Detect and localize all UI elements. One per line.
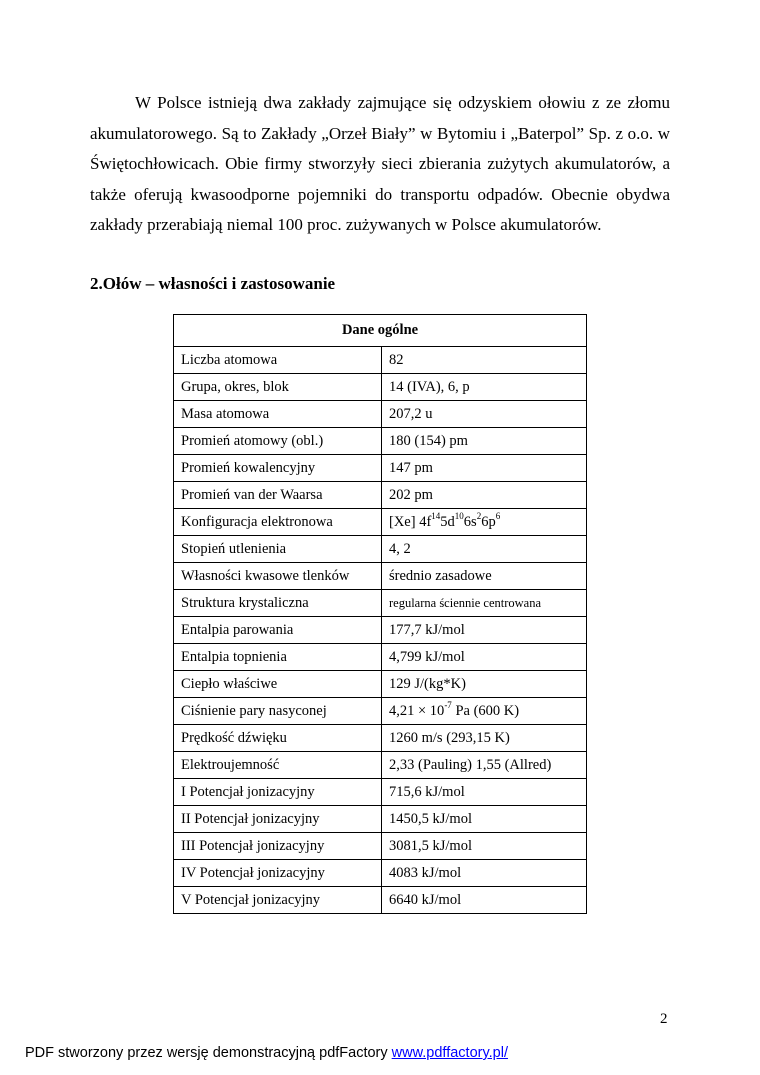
- value-text: 4,21 × 10: [389, 702, 445, 719]
- property-value: [382, 860, 587, 887]
- value-text: [Xe] 4f: [389, 513, 432, 530]
- property-value: [382, 887, 587, 914]
- table-row: [174, 401, 587, 428]
- value-text: 4083 kJ/mol: [389, 864, 462, 881]
- property-value: [382, 509, 587, 536]
- table-row: [174, 590, 587, 617]
- value-text: 180 (154) pm: [389, 432, 468, 449]
- table-row: [174, 482, 587, 509]
- property-name: Ciepło właściwe: [174, 671, 382, 698]
- property-value: [382, 590, 587, 617]
- property-name: Entalpia topnienia: [174, 644, 382, 671]
- table-row: [174, 671, 587, 698]
- table-row: [174, 428, 587, 455]
- property-value: [382, 347, 587, 374]
- property-name: Elektroujemność: [174, 752, 382, 779]
- property-value: [382, 779, 587, 806]
- property-name: IV Potencjał jonizacyjny: [174, 860, 382, 887]
- value-text: regularna ściennie centrowana: [389, 595, 542, 610]
- value-text: 715,6 kJ/mol: [389, 783, 465, 800]
- value-text: 2,33 (Pauling) 1,55 (Allred): [389, 756, 552, 773]
- footer-text: PDF stworzony przez wersję demonstracyjną pdfFactory: [25, 1045, 392, 1061]
- table-body: [174, 347, 587, 914]
- property-name: Stopień utlenienia: [174, 536, 382, 563]
- property-name: V Potencjał jonizacyjny: [174, 887, 382, 914]
- property-name: III Potencjał jonizacyjny: [174, 833, 382, 860]
- property-value: [382, 644, 587, 671]
- property-value: [382, 374, 587, 401]
- property-value: [382, 752, 587, 779]
- table-row: [174, 725, 587, 752]
- value-text: 6s: [463, 513, 477, 530]
- footer-link[interactable]: www.pdffactory.pl/: [391, 1045, 508, 1061]
- value-text: Pa (600 K): [451, 702, 520, 719]
- paragraph-text: W Polsce istnieją dwa zakłady zajmujące się odzyskiem ołowiu z ze złomu akumulatorowego. Są to Zakłady „Orzeł Biały” w Bytomiu i „Baterpol” Sp. z o.o. w Świętochłowicach. Obie firmy stworzyły sieci zbierania zużytych akumulatorów, a także oferują kwasoodporne pojemniki do transportu odpadów. Obecnie obydwa zakłady przerabiają niemal 100 proc. zużywanych w Polsce akumulatorów.: [90, 93, 670, 235]
- property-value: [382, 428, 587, 455]
- property-value: [382, 698, 587, 725]
- table-row: [174, 617, 587, 644]
- table-row: [174, 752, 587, 779]
- property-name: Własności kwasowe tlenków: [174, 563, 382, 590]
- value-text: 207,2 u: [389, 405, 433, 422]
- table-title: Dane ogólne: [174, 315, 587, 347]
- property-name: Grupa, okres, blok: [174, 374, 382, 401]
- superscript: 2: [476, 510, 482, 521]
- property-name: II Potencjał jonizacyjny: [174, 806, 382, 833]
- body-paragraph: [90, 88, 670, 241]
- superscript: 10: [454, 510, 464, 521]
- table-row: [174, 374, 587, 401]
- value-text: 6640 kJ/mol: [389, 891, 462, 908]
- value-text: 4, 2: [389, 540, 411, 557]
- property-name: I Potencjał jonizacyjny: [174, 779, 382, 806]
- property-name: Ciśnienie pary nasyconej: [174, 698, 382, 725]
- footer: [25, 1045, 508, 1061]
- property-value: [382, 833, 587, 860]
- page-number: 2: [660, 1011, 668, 1027]
- property-value: [382, 563, 587, 590]
- value-text: średnio zasadowe: [389, 567, 492, 584]
- property-name: Masa atomowa: [174, 401, 382, 428]
- properties-table: [173, 314, 587, 914]
- section-heading: 2.Ołów – własności i zastosowanie: [90, 274, 336, 293]
- property-value: [382, 401, 587, 428]
- property-name: Promień van der Waarsa: [174, 482, 382, 509]
- property-name: Promień kowalencyjny: [174, 455, 382, 482]
- superscript: 6: [495, 510, 501, 521]
- value-text: 5d: [440, 513, 455, 530]
- value-text: 1450,5 kJ/mol: [389, 810, 472, 827]
- property-value: [382, 671, 587, 698]
- property-name: Prędkość dźwięku: [174, 725, 382, 752]
- superscript: -7: [444, 699, 452, 710]
- value-text: 202 pm: [389, 486, 433, 503]
- table-row: [174, 806, 587, 833]
- property-value: [382, 806, 587, 833]
- table-row: [174, 887, 587, 914]
- property-value: [382, 536, 587, 563]
- table-row: [174, 347, 587, 374]
- value-text: 82: [389, 351, 404, 368]
- value-text: 14 (IVA), 6, p: [389, 378, 470, 395]
- property-name: Liczba atomowa: [174, 347, 382, 374]
- value-text: 177,7 kJ/mol: [389, 621, 465, 638]
- property-name: Promień atomowy (obl.): [174, 428, 382, 455]
- table-row: [174, 536, 587, 563]
- table-row: [174, 833, 587, 860]
- table-row: [174, 698, 587, 725]
- value-text: 3081,5 kJ/mol: [389, 837, 472, 854]
- value-text: 147 pm: [389, 459, 433, 476]
- value-text: 4,799 kJ/mol: [389, 648, 465, 665]
- table-row: [174, 779, 587, 806]
- superscript: 14: [431, 510, 441, 521]
- value-text: 1260 m/s (293,15 K): [389, 729, 510, 746]
- table-row: [174, 860, 587, 887]
- value-text: 129 J/(kg*K): [389, 675, 466, 692]
- property-name: Struktura krystaliczna: [174, 590, 382, 617]
- property-name: Konfiguracja elektronowa: [174, 509, 382, 536]
- table-row: [174, 563, 587, 590]
- property-value: [382, 455, 587, 482]
- property-name: Entalpia parowania: [174, 617, 382, 644]
- property-value: [382, 482, 587, 509]
- property-value: [382, 725, 587, 752]
- property-value: [382, 617, 587, 644]
- table-row: [174, 455, 587, 482]
- table-row: [174, 509, 587, 536]
- table-row: [174, 644, 587, 671]
- value-text: 6p: [481, 513, 496, 530]
